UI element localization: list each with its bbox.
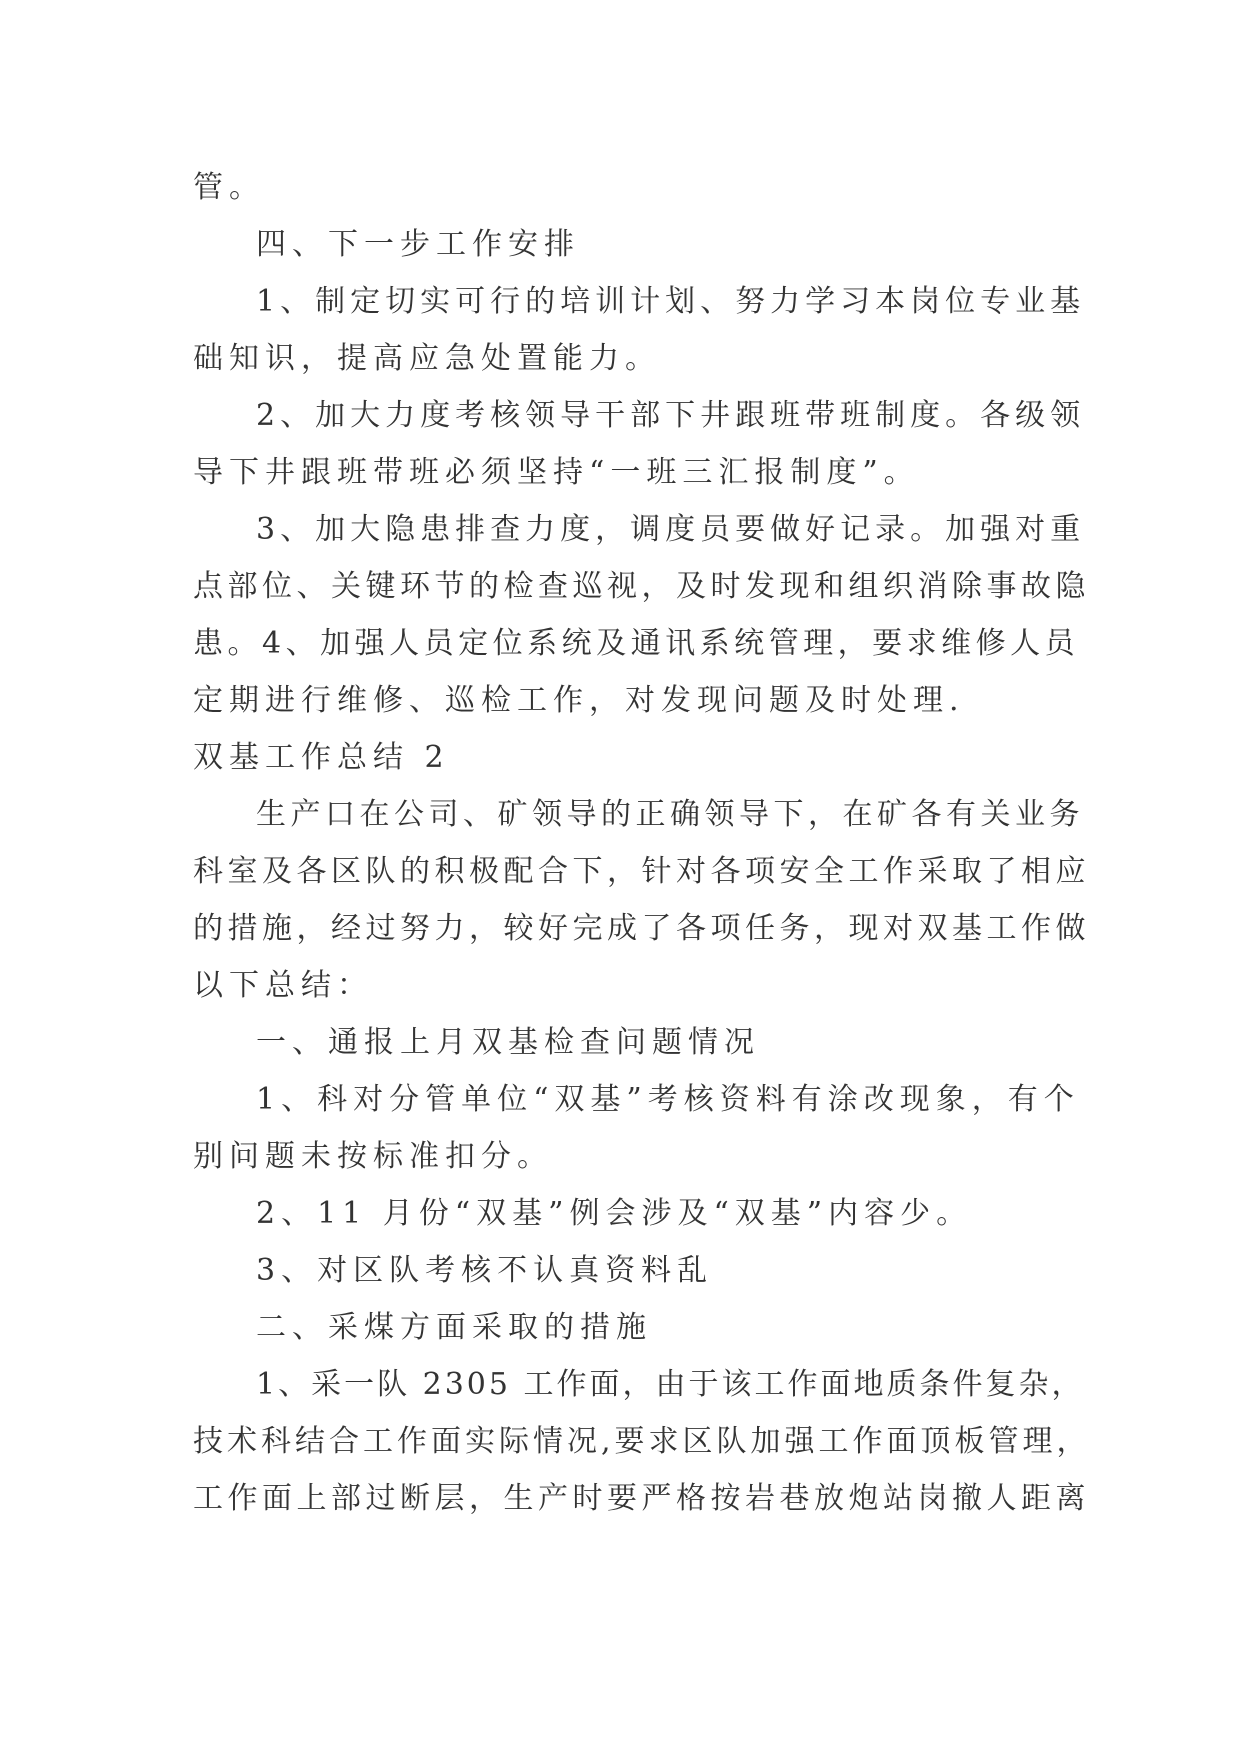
text-line: 管。 [193,170,265,205]
text-line: 以下总结： [193,968,373,1003]
text-line: 工作面上部过断层，生产时要严格按岩巷放炮站岗撤人距离 [193,1481,1090,1516]
document-title: 双基工作总结 2 [193,740,450,775]
text-line: 3、加大隐患排查力度，调度员要做好记录。加强对重 [256,512,1086,547]
text-line: 1、采一队 2305 工作面，由于该工作面地质条件复杂， [256,1367,1085,1402]
text-line: 患。4、加强人员定位系统及通讯系统管理，要求维修人员 [193,626,1080,661]
section-heading: 一、通报上月双基检查问题情况 [256,1025,760,1060]
text-line: 科室及各区队的积极配合下，针对各项安全工作采取了相应 [193,854,1090,889]
text-line: 3、对区队考核不认真资料乱 [256,1253,714,1288]
text-line: 别问题未按标准扣分。 [193,1139,553,1174]
text-line: 点部位、关键环节的检查巡视，及时发现和组织消除事故隐 [193,569,1090,604]
text-line: 2、加大力度考核领导干部下井跟班带班制度。各级领 [256,398,1086,433]
text-line: 导下井跟班带班必须坚持“一班三汇报制度”。 [193,455,920,490]
text-line: 技术科结合工作面实际情况,要求区队加强工作面顶板管理， [193,1424,1091,1459]
text-line: 生产口在公司、矿领导的正确领导下，在矿各有关业务 [256,797,1084,832]
text-line: 2、11 月份“双基”例会涉及“双基”内容少。 [256,1196,973,1231]
text-line: 的措施，经过努力，较好完成了各项任务，现对双基工作做 [193,911,1090,946]
text-line: 1、科对分管单位“双基”考核资料有涂改现象，有个 [256,1082,1080,1117]
text-line: 1、制定切实可行的培训计划、努力学习本岗位专业基 [256,284,1086,319]
section-heading: 四、下一步工作安排 [256,227,580,262]
text-line: 定期进行维修、巡检工作，对发现问题及时处理. [193,683,965,718]
text-line: 础知识，提高应急处置能力。 [193,341,661,376]
section-heading: 二、采煤方面采取的措施 [256,1310,652,1345]
